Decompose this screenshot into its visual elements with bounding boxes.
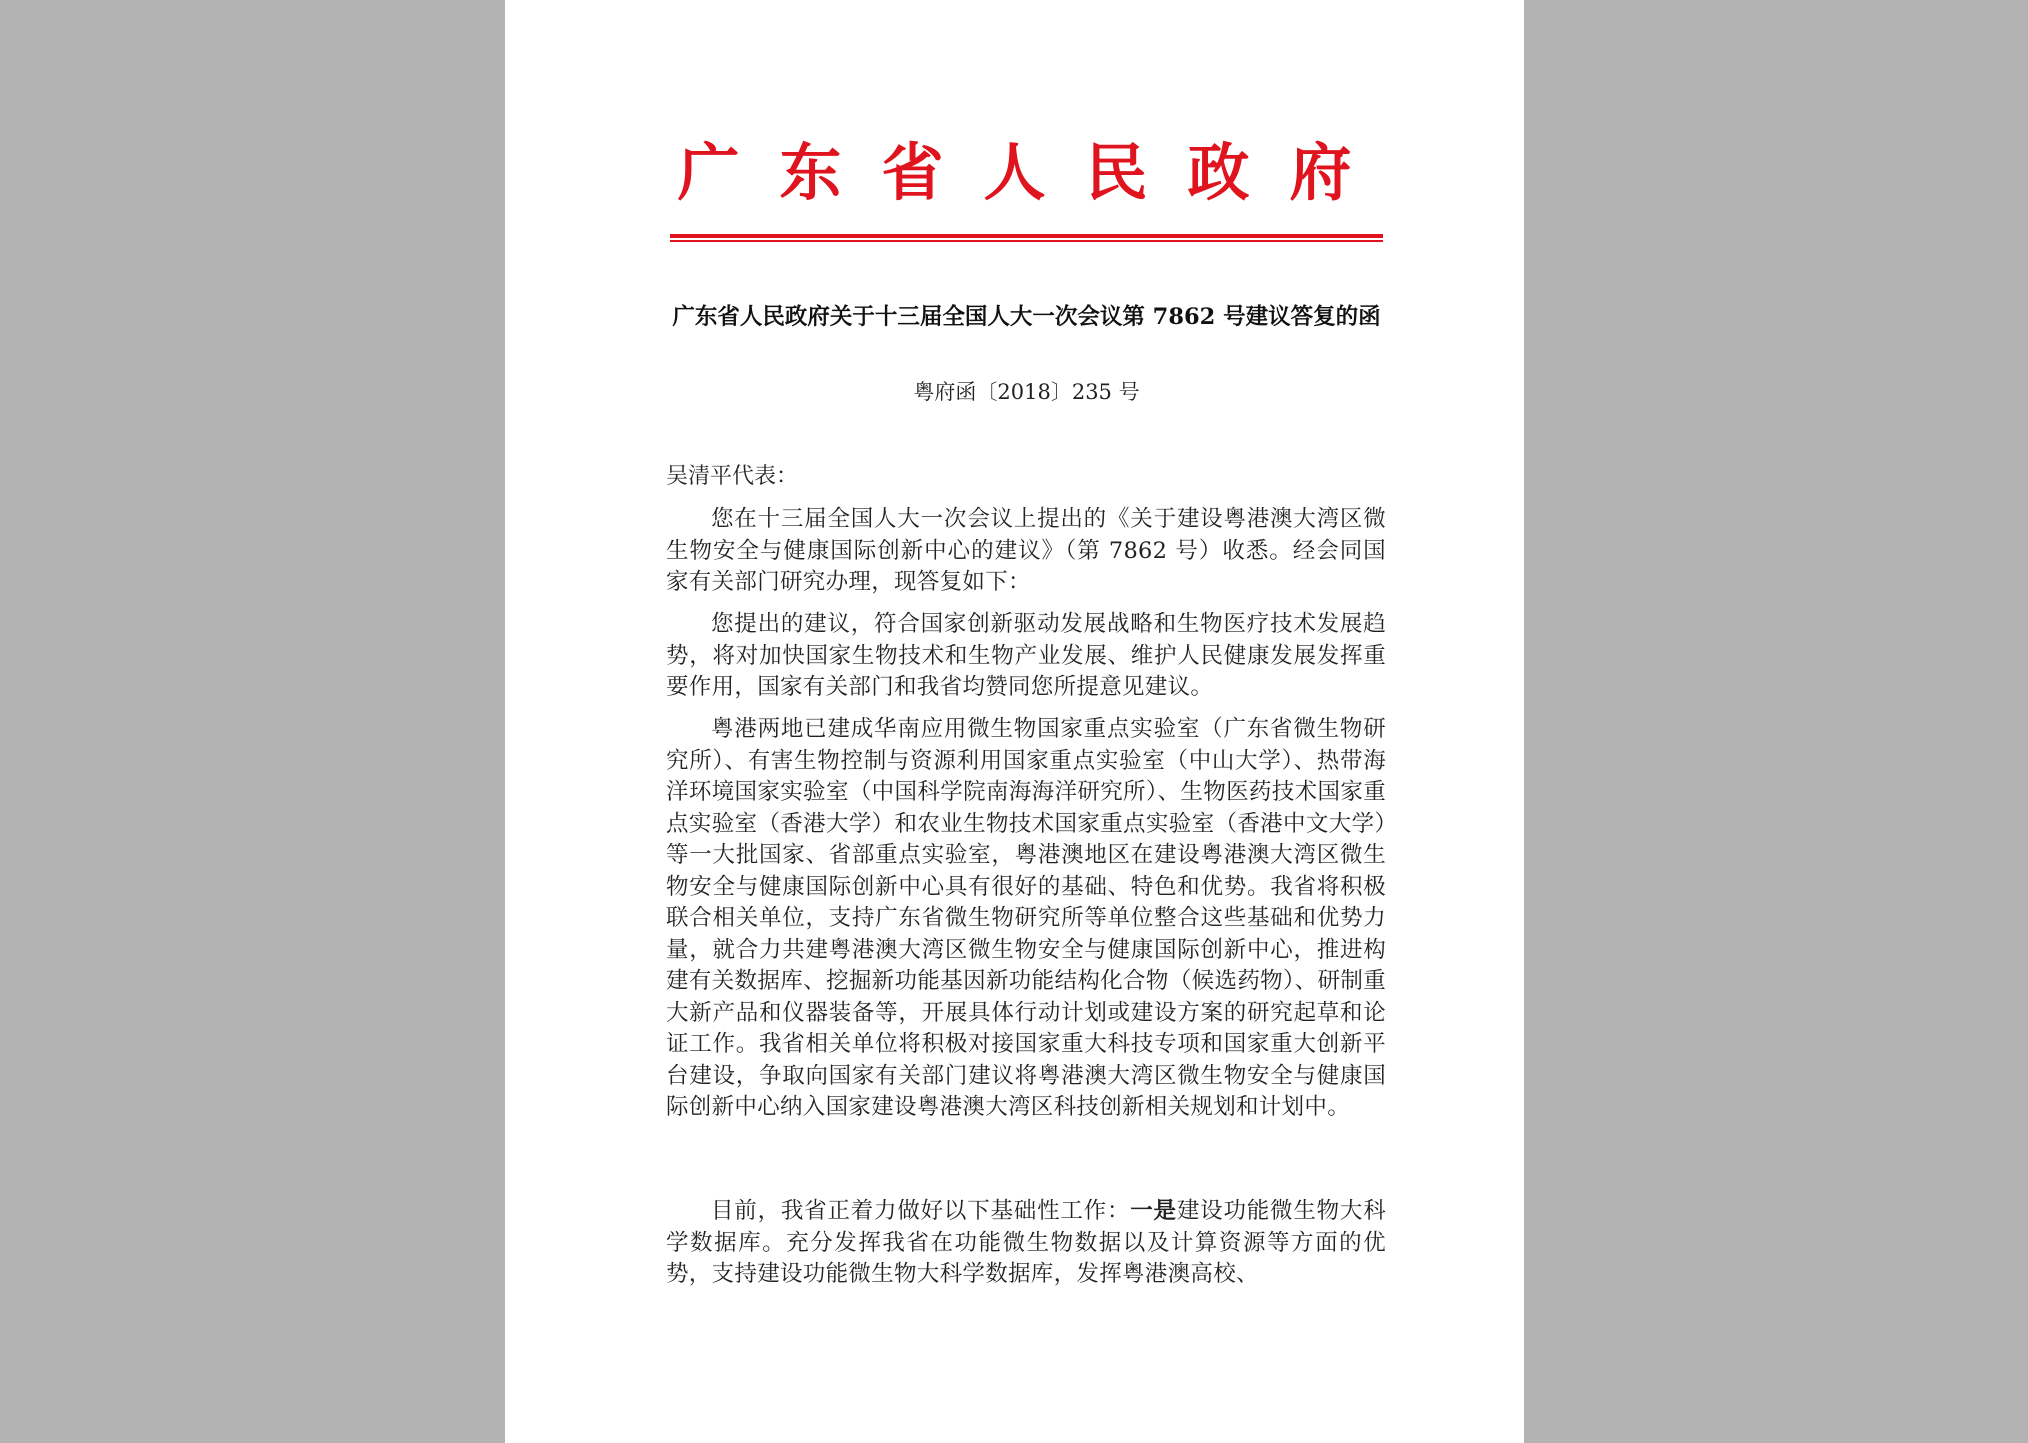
document-page [505,0,1524,1443]
masthead: 广东省人民政府 [677,136,1392,209]
paragraph-rest: 建设功能微生物大科学数据库。充分发挥我省在功能微生物数据以及计算资源等方面的优势，支持建设功能微生物大科学数据库，发挥粤港澳高校、 [666,1198,1386,1287]
masthead-red-rule-thin [670,240,1383,242]
body-paragraph [666,1196,1386,1291]
paragraph-bold-phrase: 一是 [1130,1198,1177,1224]
document-title: 广东省人民政府关于十三届全国人大一次会议第 7862 号建议答复的函 [672,304,1381,330]
body-paragraph: 您在十三届全国人大一次会议上提出的《关于建设粤港澳大湾区微生物安全与健康国际创新中心的建议》（第 7862 号）收悉。经会同国家有关部门研究办理，现答复如下： [666,506,1386,595]
document-number: 粤府函〔2018〕235 号 [913,380,1140,404]
salutation: 吴清平代表： [666,464,799,489]
body-paragraph: 粤港两地已建成华南应用微生物国家重点实验室（广东省微生物研究所）、有害生物控制与资源利用国家重点实验室（中山大学）、热带海洋环境国家实验室（中国科学院南海海洋研究所）、生物医药技术国家重点实验室（香港大学）和农业生物技术国家重点实验室（香港中文大学）等一大批国家、省部重点实验室，粤港澳地区在建设粤港澳大湾区微生物安全与健康国际创新中心具有很好的基础、特色和优势。我省将积极联合相关单位，支持广东省微生物研究所等单位整合这些基础和优势力量，就合力共建粤港澳大湾区微生物安全与健康国际创新中心，推进构建有关数据库、挖掘新功能基因新功能结构化合物（候选药物）、研制重大新产品和仪器装备等，开展具体行动计划或建设方案的研究起草和论证工作。我省相关单位将积极对接国家重大科技专项和国家重大创新平台建设，争取向国家有关部门建议将粤港澳大湾区微生物安全与健康国际创新中心纳入国家建设粤港澳大湾区科技创新相关规划和计划中。 [666,716,1386,1120]
paragraph-lead: 目前，我省正着力做好以下基础性工作： [711,1198,1131,1224]
masthead-red-rule [670,234,1383,238]
body-paragraph: 您提出的建议，符合国家创新驱动发展战略和生物医疗技术发展趋势，将对加快国家生物技术和生物产业发展、维护人民健康发展发挥重要作用，国家有关部门和我省均赞同您所提意见建议。 [666,611,1386,700]
